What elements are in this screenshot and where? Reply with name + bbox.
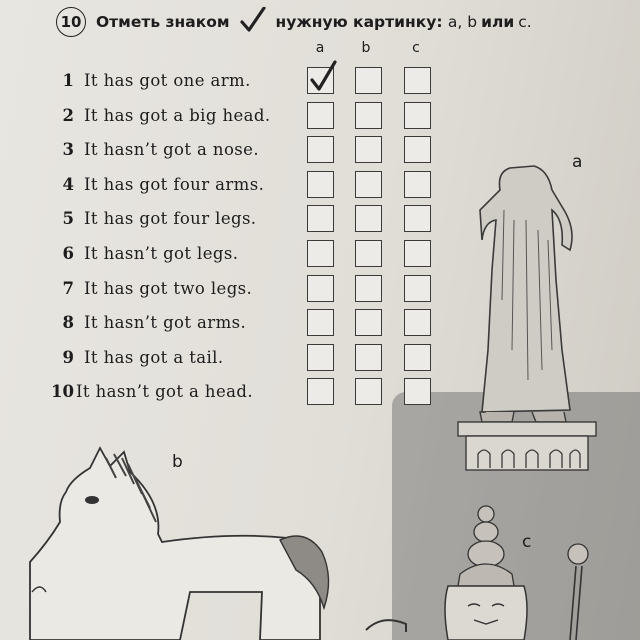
checkbox-a[interactable] xyxy=(307,309,334,336)
statement-number: 6 xyxy=(62,244,74,263)
toy-horse-illustration xyxy=(30,442,340,640)
checkbox-a[interactable] xyxy=(307,344,334,371)
task-number: 10 xyxy=(56,7,86,37)
statement-number: 3 xyxy=(62,140,74,160)
checkbox-c[interactable] xyxy=(404,205,431,232)
column-label-b: b xyxy=(361,40,371,56)
statement-number: 5 xyxy=(62,209,74,229)
picture-label-b: b xyxy=(172,452,183,472)
statement-text: It has got a tail. xyxy=(84,347,224,367)
checkbox-b[interactable] xyxy=(355,171,382,198)
statue-illustration xyxy=(452,150,602,480)
statement-number: 2 xyxy=(62,105,74,125)
choices-text: a, b xyxy=(447,13,478,31)
statement-number: 1 xyxy=(62,71,74,90)
statement-number: 8 xyxy=(62,313,74,333)
statement-number: 10 xyxy=(51,382,74,402)
statement-text: It has got two legs. xyxy=(84,278,253,298)
statement-text: It hasn’t got a nose. xyxy=(84,140,259,160)
checkbox-b[interactable] xyxy=(355,275,382,302)
checkbox-b[interactable] xyxy=(355,102,382,129)
checkbox-b[interactable] xyxy=(355,240,382,267)
picture-label-a: a xyxy=(572,152,583,172)
checkbox-a[interactable] xyxy=(307,240,334,267)
last-choice: c. xyxy=(518,13,532,31)
statement-number: 7 xyxy=(62,278,74,298)
checkmark-icon xyxy=(240,7,266,37)
checkbox-c[interactable] xyxy=(404,102,431,129)
task-header xyxy=(56,6,532,38)
checkbox-c[interactable] xyxy=(404,67,431,94)
statement-number: 9 xyxy=(62,347,74,367)
column-label-a: a xyxy=(315,40,325,56)
checkbox-a[interactable] xyxy=(307,171,334,198)
checkbox-c[interactable] xyxy=(404,344,431,371)
checkbox-a[interactable] xyxy=(307,378,334,405)
or-word: или xyxy=(481,13,515,31)
statement-number: 4 xyxy=(62,174,74,194)
checkbox-b[interactable] xyxy=(355,136,382,163)
instruction-after: нужную картинку: xyxy=(275,13,443,31)
checkbox-b[interactable] xyxy=(355,378,382,405)
checkbox-b[interactable] xyxy=(355,205,382,232)
statement-text: It has got a big head. xyxy=(84,105,271,125)
checkbox-b[interactable] xyxy=(355,309,382,336)
checkbox-b[interactable] xyxy=(355,344,382,371)
checkbox-c[interactable] xyxy=(404,378,431,405)
checkbox-a[interactable] xyxy=(307,136,334,163)
instruction-before: Отметь знаком xyxy=(96,13,230,31)
checkmark-icon xyxy=(308,60,338,92)
statement-text: It hasn’t got legs. xyxy=(84,244,239,263)
statement-text: It has got four arms. xyxy=(84,174,265,194)
column-label-c: c xyxy=(412,40,420,56)
head-crown-illustration xyxy=(362,502,602,640)
checkbox-c[interactable] xyxy=(404,275,431,302)
checkbox-a[interactable] xyxy=(307,275,334,302)
checkbox-c[interactable] xyxy=(404,171,431,198)
checkbox-a[interactable] xyxy=(307,67,334,94)
checkbox-c[interactable] xyxy=(404,309,431,336)
checkbox-a[interactable] xyxy=(307,102,334,129)
statement-text: It has got four legs. xyxy=(84,209,257,229)
checkbox-c[interactable] xyxy=(404,136,431,163)
statement-text: It hasn’t got a head. xyxy=(76,382,253,402)
checkbox-b[interactable] xyxy=(355,67,382,94)
statement-text: It has got one arm. xyxy=(84,71,251,90)
statement-text: It hasn’t got arms. xyxy=(84,313,247,333)
checkbox-a[interactable] xyxy=(307,205,334,232)
checkbox-c[interactable] xyxy=(404,240,431,267)
picture-label-c: c xyxy=(522,532,532,552)
